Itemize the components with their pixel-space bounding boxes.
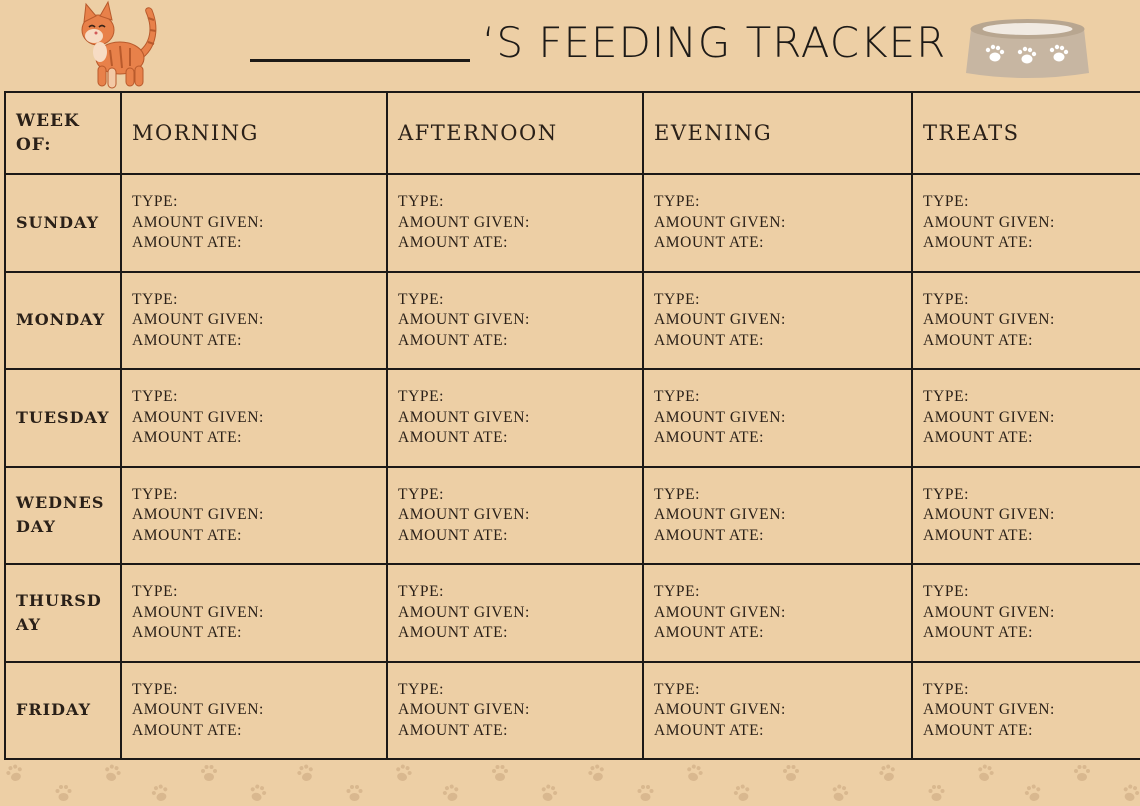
type-label: TYPE: xyxy=(398,290,445,308)
type-label: TYPE: xyxy=(923,290,970,308)
amount-ate-label: AMOUNT ATE: xyxy=(923,721,1034,739)
paw-print-icon xyxy=(878,763,898,783)
paw-print-icon xyxy=(150,783,170,803)
pet-bowl-icon xyxy=(965,17,1090,79)
paw-print-icon xyxy=(56,785,72,801)
amount-given-label: AMOUNT GIVEN: xyxy=(923,701,1055,718)
treats-cell[interactable] xyxy=(912,467,1140,565)
type-label: TYPE: xyxy=(654,290,701,308)
paw-border xyxy=(0,762,1140,806)
paw-print-icon xyxy=(1074,765,1090,781)
amount-ate-label: AMOUNT ATE: xyxy=(398,234,509,251)
treats-cell[interactable] xyxy=(912,272,1140,370)
day-label: FRIDAY xyxy=(5,662,121,760)
type-label: TYPE: xyxy=(654,680,701,698)
amount-given-label: AMOUNT GIVEN: xyxy=(654,506,786,523)
table-row xyxy=(5,662,1140,760)
type-label: TYPE: xyxy=(923,680,970,698)
afternoon-cell[interactable] xyxy=(387,369,643,467)
amount-ate-label: AMOUNT ATE: xyxy=(923,331,1034,349)
paw-print-icon xyxy=(587,763,607,783)
page-title xyxy=(250,16,946,70)
type-label: TYPE: xyxy=(132,583,179,600)
paw-print-icon xyxy=(539,783,559,803)
type-label: TYPE: xyxy=(398,193,445,210)
afternoon-cell[interactable] xyxy=(387,662,643,760)
type-label: TYPE: xyxy=(923,193,970,210)
paw-print-icon xyxy=(248,783,268,803)
paw-print-icon xyxy=(638,785,654,801)
column-header-afternoon: AFTERNOON xyxy=(387,92,643,174)
amount-given-label: AMOUNT GIVEN: xyxy=(132,408,264,426)
amount-given-label: AMOUNT GIVEN: xyxy=(654,603,786,621)
type-label: TYPE: xyxy=(398,485,445,503)
amount-ate-label: AMOUNT ATE: xyxy=(132,429,243,446)
morning-cell[interactable] xyxy=(121,174,387,272)
evening-cell[interactable] xyxy=(643,272,912,370)
amount-ate-label: AMOUNT ATE: xyxy=(398,624,509,641)
type-label: TYPE: xyxy=(654,388,701,405)
type-label: TYPE: xyxy=(132,290,179,308)
day-label: SUNDAY xyxy=(5,174,121,272)
amount-ate-label: AMOUNT ATE: xyxy=(654,234,765,251)
evening-cell[interactable] xyxy=(643,467,912,565)
type-label: TYPE: xyxy=(654,193,701,210)
table-row xyxy=(5,174,1140,272)
type-label: TYPE: xyxy=(654,485,701,503)
amount-given-label: AMOUNT GIVEN: xyxy=(398,213,530,231)
type-label: TYPE: xyxy=(398,388,445,405)
name-blank-line xyxy=(250,59,470,62)
paw-print-icon xyxy=(1023,783,1043,803)
day-label: THURSDAY xyxy=(5,564,121,662)
type-label: TYPE: xyxy=(654,583,701,600)
amount-ate-label: AMOUNT ATE: xyxy=(654,331,765,349)
paw-print-icon xyxy=(684,763,704,783)
paw-print-icon xyxy=(347,785,363,801)
type-label: TYPE: xyxy=(923,485,970,503)
amount-given-label: AMOUNT GIVEN: xyxy=(923,408,1055,426)
amount-given-label: AMOUNT GIVEN: xyxy=(923,506,1055,523)
amount-given-label: AMOUNT GIVEN: xyxy=(654,213,786,231)
column-header-treats: TREATS xyxy=(912,92,1140,174)
amount-ate-label: AMOUNT ATE: xyxy=(654,624,765,641)
amount-given-label: AMOUNT GIVEN: xyxy=(654,311,786,328)
type-label: TYPE: xyxy=(132,680,179,698)
cat-illustration-icon xyxy=(72,0,162,92)
amount-ate-label: AMOUNT ATE: xyxy=(132,331,243,349)
treats-cell[interactable] xyxy=(912,564,1140,662)
amount-ate-label: AMOUNT ATE: xyxy=(398,429,509,446)
amount-given-label: AMOUNT GIVEN: xyxy=(132,701,264,718)
type-label: TYPE: xyxy=(398,680,445,698)
evening-cell[interactable] xyxy=(643,662,912,760)
evening-cell[interactable] xyxy=(643,564,912,662)
paw-print-icon xyxy=(441,783,461,803)
paw-print-icon xyxy=(5,763,25,783)
evening-cell[interactable] xyxy=(643,369,912,467)
amount-given-label: AMOUNT GIVEN: xyxy=(132,506,264,523)
amount-ate-label: AMOUNT ATE: xyxy=(654,721,765,739)
amount-ate-label: AMOUNT ATE: xyxy=(923,526,1034,544)
amount-given-label: AMOUNT GIVEN: xyxy=(398,408,530,426)
paw-print-icon xyxy=(201,765,217,781)
type-label: TYPE: xyxy=(923,388,970,405)
day-label: MONDAY xyxy=(5,272,121,370)
amount-given-label: AMOUNT GIVEN: xyxy=(132,311,264,328)
morning-cell[interactable] xyxy=(121,272,387,370)
afternoon-cell[interactable] xyxy=(387,564,643,662)
paw-print-icon xyxy=(1121,783,1140,803)
table-row xyxy=(5,564,1140,662)
treats-cell[interactable] xyxy=(912,174,1140,272)
morning-cell[interactable] xyxy=(121,564,387,662)
amount-given-label: AMOUNT GIVEN: xyxy=(398,311,530,328)
amount-ate-label: AMOUNT ATE: xyxy=(654,429,765,446)
amount-ate-label: AMOUNT ATE: xyxy=(654,526,765,544)
morning-cell[interactable] xyxy=(121,662,387,760)
week-of-label: WEEK OF: xyxy=(5,92,121,174)
day-label: TUESDAY xyxy=(5,369,121,467)
column-header-evening: EVENING xyxy=(643,92,912,174)
amount-given-label: AMOUNT GIVEN: xyxy=(654,701,786,718)
title-text: ‘S FEEDING TRACKER xyxy=(482,18,947,67)
paw-print-icon xyxy=(929,785,945,801)
amount-given-label: AMOUNT GIVEN: xyxy=(398,603,530,621)
afternoon-cell[interactable] xyxy=(387,174,643,272)
treats-cell[interactable] xyxy=(912,369,1140,467)
afternoon-cell[interactable] xyxy=(387,272,643,370)
paw-print-icon xyxy=(296,763,316,783)
afternoon-cell[interactable] xyxy=(387,467,643,565)
type-label: TYPE: xyxy=(132,193,179,210)
amount-ate-label: AMOUNT ATE: xyxy=(923,429,1034,446)
amount-given-label: AMOUNT GIVEN: xyxy=(398,506,530,523)
amount-ate-label: AMOUNT ATE: xyxy=(398,526,509,544)
type-label: TYPE: xyxy=(398,583,445,600)
treats-cell[interactable] xyxy=(912,662,1140,760)
evening-cell[interactable] xyxy=(643,174,912,272)
paw-print-icon xyxy=(102,763,122,783)
amount-given-label: AMOUNT GIVEN: xyxy=(654,408,786,426)
morning-cell[interactable] xyxy=(121,369,387,467)
amount-given-label: AMOUNT GIVEN: xyxy=(923,311,1055,328)
type-label: TYPE: xyxy=(923,583,970,600)
table-row xyxy=(5,369,1140,467)
amount-given-label: AMOUNT GIVEN: xyxy=(132,603,264,621)
feeding-tracker-table xyxy=(4,91,1140,760)
paw-print-icon xyxy=(830,783,850,803)
amount-ate-label: AMOUNT ATE: xyxy=(132,624,243,641)
morning-cell[interactable] xyxy=(121,467,387,565)
amount-given-label: AMOUNT GIVEN: xyxy=(923,213,1055,231)
paw-print-icon xyxy=(393,763,413,783)
table-row xyxy=(5,467,1140,565)
amount-ate-label: AMOUNT ATE: xyxy=(923,234,1034,251)
amount-given-label: AMOUNT GIVEN: xyxy=(923,603,1055,621)
amount-ate-label: AMOUNT ATE: xyxy=(398,721,509,739)
amount-ate-label: AMOUNT ATE: xyxy=(132,526,243,544)
day-label: WEDNESDAY xyxy=(5,467,121,565)
paw-print-icon xyxy=(975,763,995,783)
type-label: TYPE: xyxy=(132,388,179,405)
header-row xyxy=(5,92,1140,174)
type-label: TYPE: xyxy=(132,485,179,503)
amount-given-label: AMOUNT GIVEN: xyxy=(398,701,530,718)
amount-ate-label: AMOUNT ATE: xyxy=(132,234,243,251)
amount-ate-label: AMOUNT ATE: xyxy=(923,624,1034,641)
column-header-morning: MORNING xyxy=(121,92,387,174)
amount-ate-label: AMOUNT ATE: xyxy=(398,331,509,349)
paw-print-icon xyxy=(732,783,752,803)
paw-print-icon xyxy=(492,765,508,781)
amount-ate-label: AMOUNT ATE: xyxy=(132,721,243,739)
table-row xyxy=(5,272,1140,370)
paw-print-icon xyxy=(783,765,799,781)
amount-given-label: AMOUNT GIVEN: xyxy=(132,213,264,231)
